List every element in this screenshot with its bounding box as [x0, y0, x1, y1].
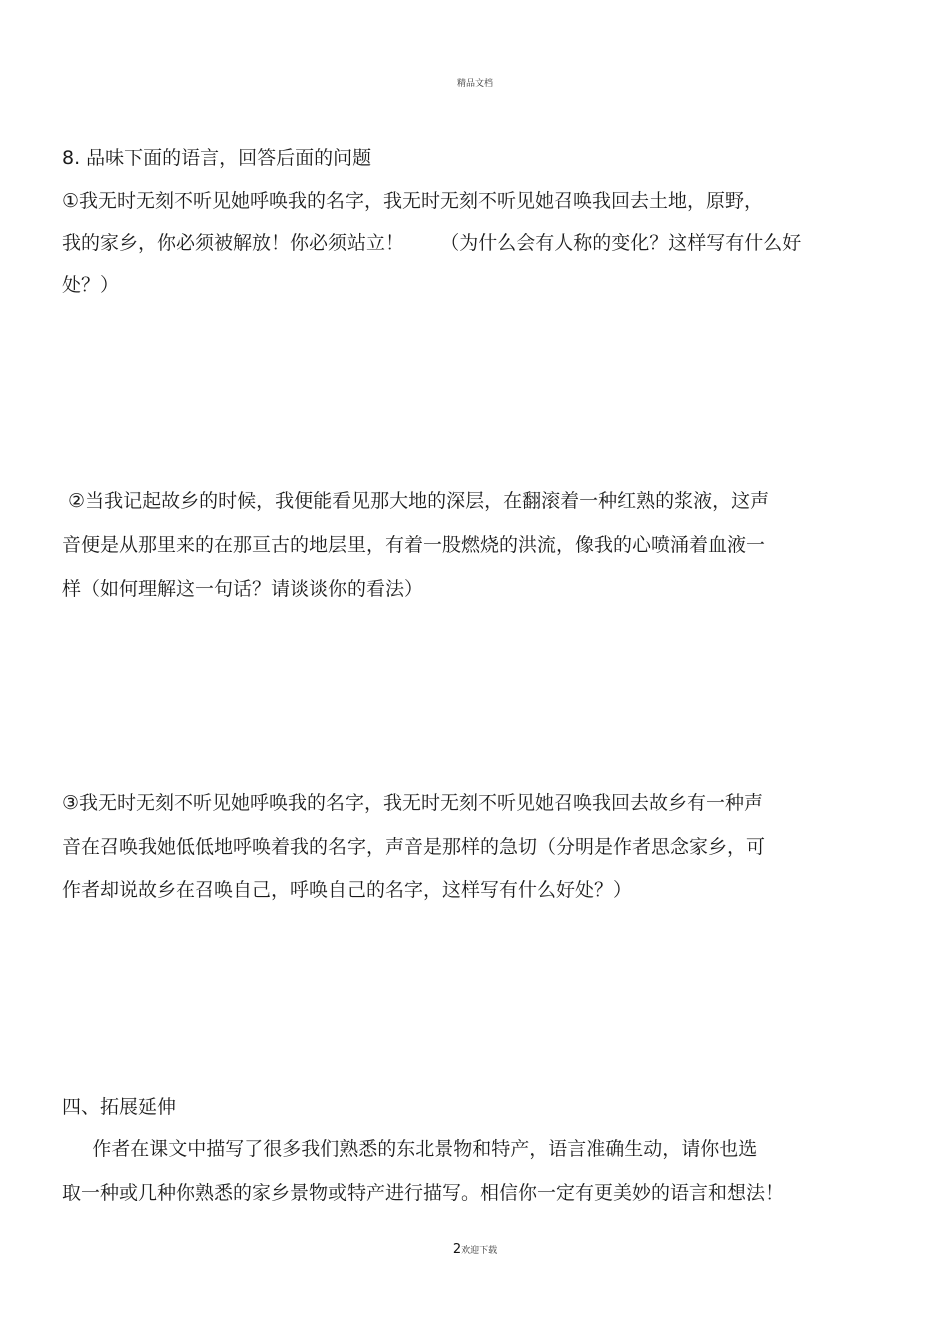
- question-8-item-1-line-2: 我的家乡，你必须被解放！你必须站立！ （为什么会有人称的变化？这样写有什么好: [62, 232, 802, 254]
- footer-text: 欢迎下载: [461, 1246, 498, 1256]
- section-4-line-1: 作者在课文中描写了很多我们熟悉的东北景物和特产，语言准确生动，请你也选: [62, 1138, 758, 1160]
- question-8-item-3-line-2: 音在召唤我她低低地呼唤着我的名字，声音是那样的急切（分明是作者思念家乡，可: [62, 836, 766, 858]
- page-header: 精品文档: [456, 79, 493, 89]
- question-8-item-2-line-2: 音便是从那里来的在那亘古的地层里，有着一股燃烧的洪流，像我的心喷涌着血液一: [62, 534, 766, 556]
- page-footer: [0, 1242, 950, 1257]
- question-8-item-1-line-3: 处？）: [62, 274, 120, 296]
- section-4-line-2: 取一种或几种你熟悉的家乡景物或特产进行描写。相信你一定有更美妙的语言和想法！: [62, 1182, 785, 1204]
- question-8-item-3-line-1: ③我无时无刻不听见她呼唤我的名字，我无时无刻不听见她召唤我回去故乡有一种声: [62, 792, 764, 814]
- question-8-item-1-line-1: ①我无时无刻不听见她呼唤我的名字，我无时无刻不听见她召唤我回去土地，原野，: [62, 190, 764, 212]
- question-8-title: 8. 品味下面的语言，回答后面的问题: [62, 147, 372, 169]
- question-8-item-3-line-3: 作者却说故乡在召唤自己，呼唤自己的名字，这样写有什么好处？）: [62, 879, 633, 901]
- question-8-item-2-line-1: ②当我记起故乡的时候，我便能看见那大地的深层，在翻滚着一种红熟的浆液，这声: [62, 490, 770, 512]
- page-number: 2: [452, 1242, 462, 1257]
- question-8-item-2-line-3: 样（如何理解这一句话？请谈谈你的看法）: [62, 578, 424, 600]
- section-4-title: 四、拓展延伸: [62, 1096, 177, 1118]
